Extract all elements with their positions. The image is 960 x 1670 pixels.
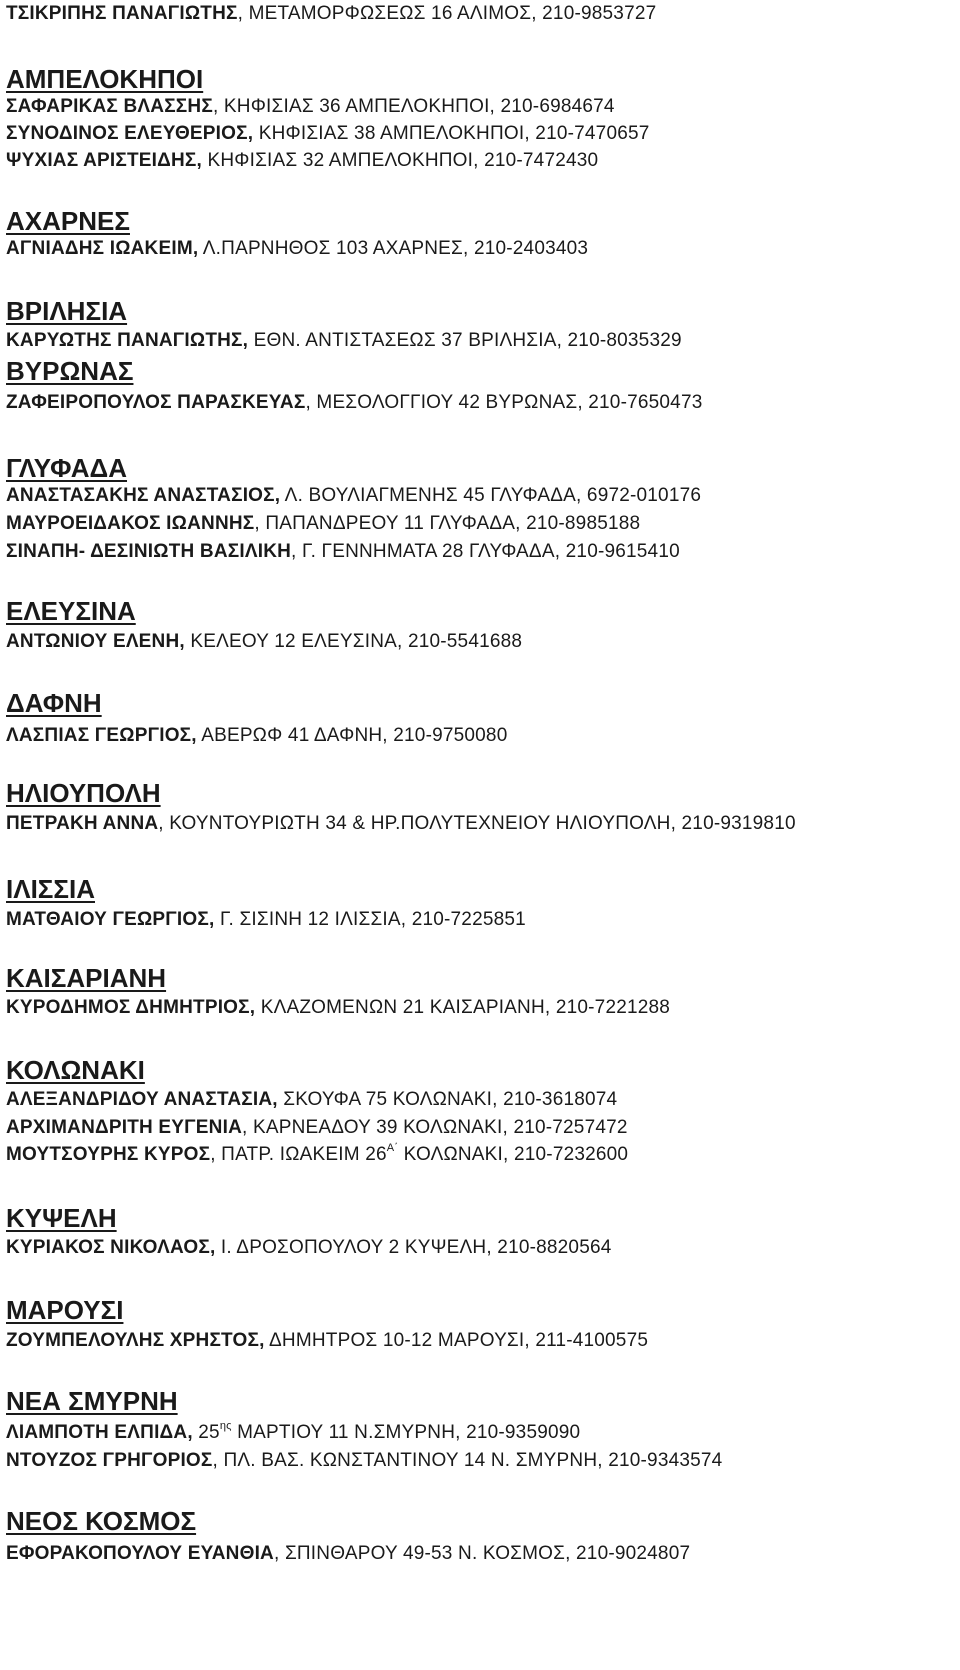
address-text: ΚΗΦΙΣΙΑΣ 38 ΑΜΠΕΛΟΚΗΠΟΙ, 210-7470657 <box>253 123 650 144</box>
section-title: ΓΛΥΦΑΔΑ <box>6 453 128 483</box>
pharmacy-entry <box>6 1142 629 1165</box>
address-text: ΚΗΦΙΣΙΑΣ 32 ΑΜΠΕΛΟΚΗΠΟΙ, 210-7472430 <box>201 150 599 171</box>
ordinal-superscript: Α΄ <box>386 1142 399 1154</box>
pharmacist-name: ΑΝΤΩΝΙΟΥ ΕΛΕΝΗ, <box>6 631 185 652</box>
section-title: ΚΟΛΩΝΑΚΙ <box>6 1055 145 1085</box>
pharmacist-name: ΑΛΕΞΑΝΔΡΙΔΟΥ ΑΝΑΣΤΑΣΙΑ, <box>6 1089 278 1110</box>
pharmacist-name: ΤΣΙΚΡΙΠΗΣ ΠΑΝΑΓΙΩΤΗΣ <box>6 3 238 24</box>
pharmacy-address <box>193 1422 580 1443</box>
pharmacy-entry <box>6 124 650 143</box>
pharmacy-address <box>215 1237 611 1258</box>
address-text: , ΚΗΦΙΣΙΑΣ 36 ΑΜΠΕΛΟΚΗΠΟΙ, 210-6984674 <box>212 96 615 117</box>
pharmacy-address <box>197 725 508 746</box>
pharmacist-name: ΣΑΦΑΡΙΚΑΣ ΒΛΑΣΣΗΣ <box>6 96 213 117</box>
pharmacist-name: ΨΥΧΙΑΣ ΑΡΙΣΤΕΙΔΗΣ, <box>6 150 202 171</box>
pharmacy-address <box>158 813 795 834</box>
pharmacist-name: ΣΙΝΑΠΗ- ΔΕΣΙΝΙΩΤΗ ΒΑΣΙΛΙΚΗ <box>6 541 292 562</box>
pharmacy-entry <box>6 1544 690 1563</box>
address-text: ΣΚΟΥΦΑ 75 ΚΟΛΩΝΑΚΙ, 210-3618074 <box>277 1089 618 1110</box>
address-text: ΔΗΜΗΤΡΟΣ 10-12 ΜΑΡΟΥΣΙ, 211-4100575 <box>264 1330 649 1351</box>
pharmacy-entry <box>6 1118 628 1137</box>
pharmacy-address <box>248 330 682 351</box>
address-text: ΕΘΝ. ΑΝΤΙΣΤΑΣΕΩΣ 37 ΒΡΙΛΗΣΙΑ, 210-8035329 <box>248 330 682 351</box>
pharmacy-address <box>278 1089 618 1110</box>
address-text: Λ.ΠΑΡΝΗΘΟΣ 103 ΑΧΑΡΝΕΣ, 210-2403403 <box>198 238 589 259</box>
address-text: , ΠΑΠΑΝΔΡΕΟΥ 11 ΓΛΥΦΑΔΑ, 210-8985188 <box>254 513 641 534</box>
pharmacy-address <box>202 150 598 171</box>
pharmacy-entry <box>6 393 702 412</box>
pharmacy-entry <box>6 632 522 651</box>
address-text: 25 <box>192 1422 220 1443</box>
pharmacist-name: ΝΤΟΥΖΟΣ ΓΡΗΓΟΡΙΟΣ <box>6 1450 213 1471</box>
address-text: ΑΒΕΡΩΦ 41 ΔΑΦΝΗ, 210-9750080 <box>196 725 508 746</box>
section-title: ΑΜΠΕΛΟΚΗΠΟΙ <box>6 64 204 94</box>
pharmacist-name: ΠΕΤΡΑΚΗ ΑΝΝΑ <box>6 813 159 834</box>
pharmacy-entry <box>6 514 640 533</box>
pharmacist-name: ΑΡΧΙΜΑΝΔΡΙΤΗ ΕΥΓΕΝΙΑ <box>6 1117 242 1138</box>
pharmacist-name: ΜΑΥΡΟΕΙΔΑΚΟΣ ΙΩΑΝΝΗΣ <box>6 513 255 534</box>
address-text: , ΚΟΥΝΤΟΥΡΙΩΤΗ 34 & ΗΡ.ΠΟΛΥΤΕΧΝΕΙΟΥ ΗΛΙΟΥΠΟΛΗ, 210-9319810 <box>158 813 796 834</box>
address-text-continued: ΚΟΛΩΝΑΚΙ, 210-7232600 <box>398 1144 629 1165</box>
ordinal-superscript: ης <box>219 1420 232 1432</box>
section-title: ΕΛΕΥΣΙΝΑ <box>6 596 136 626</box>
pharmacy-entry <box>6 726 507 745</box>
section-title: ΙΛΙΣΣΙΑ <box>6 874 95 904</box>
address-text: , ΚΑΡΝΕΑΔΟΥ 39 ΚΟΛΩΝΑΚΙ, 210-7257472 <box>242 1117 628 1138</box>
pharmacist-name: ΑΝΑΣΤΑΣΑΚΗΣ ΑΝΑΣΤΑΣΙΟΣ, <box>6 485 281 506</box>
pharmacist-name: ΖΑΦΕΙΡΟΠΟΥΛΟΣ ΠΑΡΑΣΚΕΥΑΣ <box>6 392 306 413</box>
pharmacist-name: ΖΟΥΜΠΕΛΟΥΛΗΣ ΧΡΗΣΤΟΣ, <box>6 1330 265 1351</box>
section-title: ΒΡΙΛΗΣΙΑ <box>6 296 128 326</box>
section-title: ΚΥΨΕΛΗ <box>6 1203 117 1233</box>
address-text: Λ. ΒΟΥΛΙΑΓΜΕΝΗΣ 45 ΓΛΥΦΑΔΑ, 6972-010176 <box>280 485 702 506</box>
pharmacy-entry <box>6 1090 617 1109</box>
pharmacy-address <box>213 1450 723 1471</box>
address-text: , ΜΕΤΑΜΟΡΦΩΣΕΩΣ 16 ΑΛΙΜΟΣ, 210-9853727 <box>237 3 657 24</box>
address-text: , ΠΑΤΡ. ΙΩΑΚΕΙΜ 26 <box>210 1144 387 1165</box>
pharmacy-entry <box>6 486 701 505</box>
section-title: ΗΛΙΟΥΠΟΛΗ <box>6 778 161 808</box>
pharmacy-address <box>305 392 702 413</box>
section-title: ΑΧΑΡΝΕΣ <box>6 206 130 236</box>
pharmacy-address <box>242 1117 628 1138</box>
pharmacy-address <box>238 3 657 24</box>
pharmacist-name: ΑΓΝΙΑΔΗΣ ΙΩΑΚΕΙΜ, <box>6 238 199 259</box>
pharmacy-address <box>254 513 640 534</box>
address-text: , Γ. ΓΕΝΝΗΜΑΤΑ 28 ΓΛΥΦΑΔΑ, 210-9615410 <box>291 541 680 562</box>
section-title: ΝΕΟΣ ΚΟΣΜΟΣ <box>6 1506 197 1536</box>
pharmacy-address <box>198 238 588 259</box>
pharmacy-entry <box>6 814 796 833</box>
pharmacy-entry <box>6 910 526 929</box>
pharmacy-address <box>185 631 522 652</box>
pharmacy-address <box>210 1144 628 1165</box>
pharmacy-address <box>274 1543 690 1564</box>
pharmacy-entry <box>6 239 588 258</box>
pharmacy-address <box>214 909 525 930</box>
pharmacy-entry <box>6 1420 581 1443</box>
pharmacy-entry <box>6 1238 612 1257</box>
pharmacy-entry <box>6 97 615 116</box>
pharmacy-address <box>265 1330 649 1351</box>
pharmacy-entry <box>6 1331 648 1350</box>
section-title: ΝΕΑ ΣΜΥΡΝΗ <box>6 1386 178 1416</box>
pharmacy-entry <box>6 998 670 1017</box>
address-text: Ι. ΔΡΟΣΟΠΟΥΛΟΥ 2 ΚΥΨΕΛΗ, 210-8820564 <box>215 1237 612 1258</box>
section-title: ΚΑΙΣΑΡΙΑΝΗ <box>6 963 167 993</box>
pharmacy-address <box>280 485 701 506</box>
section-title: ΔΑΦΝΗ <box>6 688 102 718</box>
pharmacy-entry <box>6 4 656 23</box>
pharmacy-entry <box>6 542 680 561</box>
pharmacy-entry <box>6 331 682 350</box>
address-text: ΚΕΛΕΟΥ 12 ΕΛΕΥΣΙΝΑ, 210-5541688 <box>184 631 523 652</box>
pharmacist-name: ΕΦΟΡΑΚΟΠΟΥΛΟΥ ΕΥΑΝΘΙΑ <box>6 1543 274 1564</box>
pharmacist-name: ΜΑΤΘΑΙΟΥ ΓΕΩΡΓΙΟΣ, <box>6 909 215 930</box>
section-title: ΒΥΡΩΝΑΣ <box>6 356 134 386</box>
pharmacist-name: ΜΟΥΤΣΟΥΡΗΣ ΚΥΡΟΣ <box>6 1144 211 1165</box>
pharmacy-address <box>253 123 649 144</box>
address-text: , ΜΕΣΟΛΟΓΓΙΟΥ 42 ΒΥΡΩΝΑΣ, 210-7650473 <box>305 392 703 413</box>
address-text-continued: ΜΑΡΤΙΟΥ 11 Ν.ΣΜΥΡΝΗ, 210-9359090 <box>231 1422 581 1443</box>
pharmacy-entry <box>6 151 598 170</box>
address-text: Γ. ΣΙΣΙΝΗ 12 ΙΛΙΣΣΙΑ, 210-7225851 <box>214 909 526 930</box>
pharmacy-address <box>213 96 615 117</box>
pharmacy-entry <box>6 1451 722 1470</box>
pharmacy-address <box>291 541 680 562</box>
address-text: , ΣΠΙΝΘΑΡΟΥ 49-53 Ν. ΚΟΣΜΟΣ, 210-9024807 <box>273 1543 691 1564</box>
pharmacy-address <box>255 997 670 1018</box>
section-title: ΜΑΡΟΥΣΙ <box>6 1295 124 1325</box>
address-text: , ΠΛ. ΒΑΣ. ΚΩΝΣΤΑΝΤΙΝΟΥ 14 Ν. ΣΜΥΡΝΗ, 210-9343574 <box>212 1450 723 1471</box>
pharmacist-name: ΚΥΡΟΔΗΜΟΣ ΔΗΜΗΤΡΙΟΣ, <box>6 997 256 1018</box>
pharmacist-name: ΛΙΑΜΠΟΤΗ ΕΛΠΙΔΑ, <box>6 1422 193 1443</box>
pharmacist-name: ΚΥΡΙΑΚΟΣ ΝΙΚΟΛΑΟΣ, <box>6 1237 216 1258</box>
pharmacist-name: ΣΥΝΟΔΙΝΟΣ ΕΛΕΥΘΕΡΙΟΣ, <box>6 123 254 144</box>
pharmacist-name: ΛΑΣΠΙΑΣ ΓΕΩΡΓΙΟΣ, <box>6 725 197 746</box>
address-text: ΚΛΑΖΟΜΕΝΩΝ 21 ΚΑΙΣΑΡΙΑΝΗ, 210-7221288 <box>255 997 671 1018</box>
pharmacist-name: ΚΑΡΥΩΤΗΣ ΠΑΝΑΓΙΩΤΗΣ, <box>6 330 249 351</box>
